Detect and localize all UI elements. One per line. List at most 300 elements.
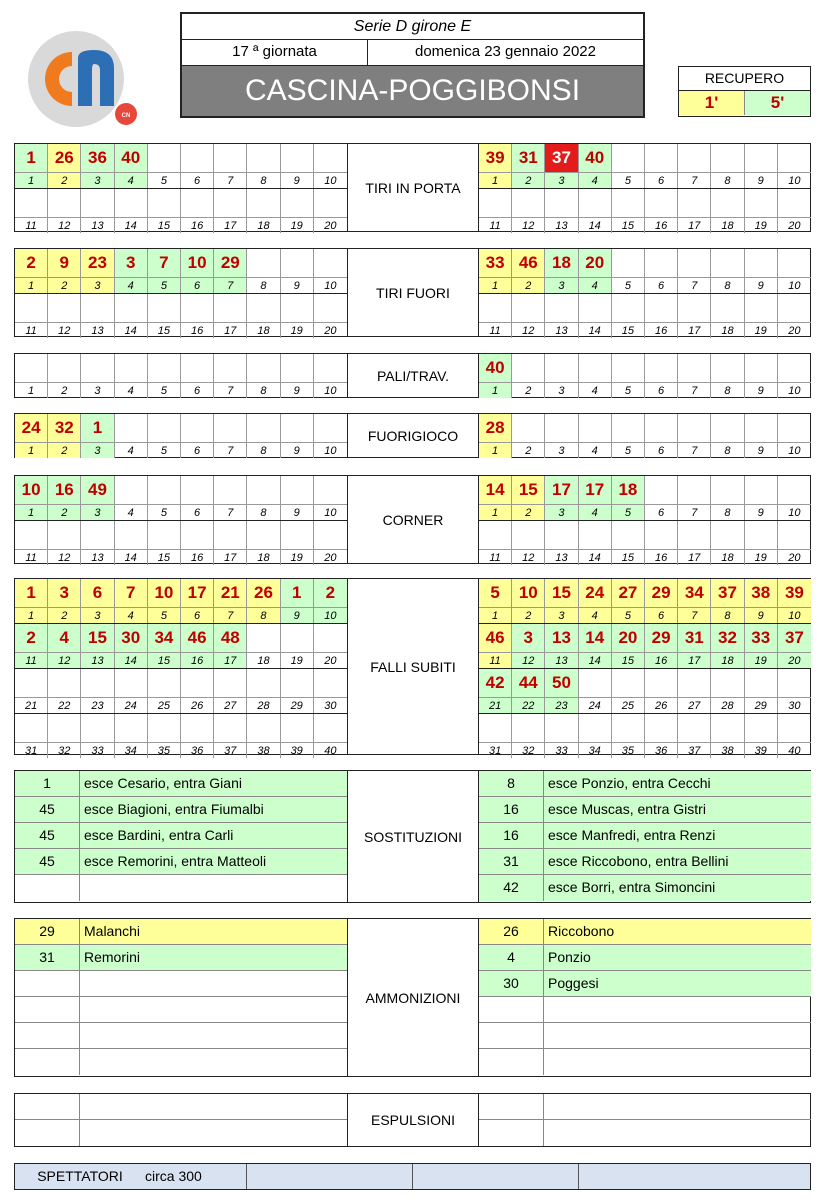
event-index: 7 (214, 442, 246, 458)
minute-cell (48, 249, 81, 293)
event-minute (247, 714, 279, 742)
event-index: 1 (479, 172, 511, 188)
event-minute: 18 (545, 249, 577, 277)
event-index: 9 (745, 277, 777, 293)
event-minute (214, 669, 246, 697)
event-minute (115, 521, 147, 549)
minute-cell (479, 714, 512, 758)
ammonizioni-away (479, 919, 811, 1075)
event-minute (247, 294, 279, 322)
minute-cell (678, 579, 711, 623)
event-minute: 20 (579, 249, 611, 277)
event-index: 2 (48, 442, 80, 458)
row-text: esce Ponzio, entra Cecchi (548, 775, 711, 791)
recupero-first-half: 1' (679, 91, 745, 115)
event-index: 1 (15, 172, 47, 188)
event-index: 17 (214, 549, 246, 565)
minute-cell (678, 354, 711, 398)
row-minute: 4 (479, 945, 544, 970)
table-row (479, 971, 811, 997)
ammonizioni-label: AMMONIZIONI (347, 919, 479, 1076)
minute-cell (15, 669, 48, 713)
minute-cell (148, 249, 181, 293)
event-index: 9 (281, 504, 313, 520)
section-label: TIRI FUORI (347, 249, 479, 336)
minute-cell (181, 414, 214, 458)
event-minute: 7 (148, 249, 180, 277)
event-index: 4 (579, 607, 611, 623)
event-minute: 39 (778, 579, 811, 607)
minute-cell (545, 624, 578, 668)
minute-cell (247, 294, 280, 338)
event-minute: 48 (214, 624, 246, 652)
event-index: 1 (479, 382, 511, 398)
event-index: 8 (711, 504, 743, 520)
event-index: 36 (181, 742, 213, 758)
table-row (479, 919, 811, 945)
recupero-label: RECUPERO (679, 67, 810, 91)
event-minute: 29 (645, 579, 677, 607)
event-index: 7 (214, 607, 246, 623)
event-minute (711, 714, 743, 742)
row-text: Riccobono (548, 923, 615, 939)
event-index: 6 (181, 277, 213, 293)
event-index: 6 (181, 442, 213, 458)
minute-cell (711, 189, 744, 233)
event-minute (745, 189, 777, 217)
event-minute: 2 (314, 579, 347, 607)
minute-cell (479, 521, 512, 565)
event-minute (678, 476, 710, 504)
event-index: 12 (512, 322, 544, 338)
stat-section (14, 413, 811, 458)
row-minute: 30 (479, 971, 544, 996)
event-index: 4 (579, 172, 611, 188)
event-minute (711, 189, 743, 217)
event-index: 7 (678, 382, 710, 398)
event-index: 3 (81, 382, 113, 398)
minute-cell (545, 414, 578, 458)
event-minute: 17 (181, 579, 213, 607)
minute-cell (612, 521, 645, 565)
event-minute: 27 (612, 579, 644, 607)
minute-cell (645, 521, 678, 565)
event-minute: 40 (479, 354, 511, 382)
minute-cell (281, 354, 314, 398)
table-row (479, 797, 811, 823)
event-minute (745, 249, 777, 277)
event-minute (81, 294, 113, 322)
event-index: 9 (281, 277, 313, 293)
event-minute (48, 714, 80, 742)
event-minute (148, 476, 180, 504)
event-index: 9 (281, 442, 313, 458)
event-minute (81, 714, 113, 742)
event-index: 37 (678, 742, 710, 758)
minute-cell (711, 354, 744, 398)
event-minute: 2 (15, 624, 47, 652)
minute-cell (214, 144, 247, 188)
event-minute (579, 294, 611, 322)
event-index: 17 (214, 217, 246, 233)
event-index: 2 (512, 277, 544, 293)
event-index: 10 (778, 504, 811, 520)
event-index: 5 (612, 442, 644, 458)
minute-cell (247, 189, 280, 233)
event-minute (48, 294, 80, 322)
row-text: Ponzio (548, 949, 591, 965)
minute-cell (214, 414, 247, 458)
event-index: 8 (247, 382, 279, 398)
minute-cell (479, 669, 512, 713)
minute-cell (214, 249, 247, 293)
event-index: 6 (181, 504, 213, 520)
minute-cell (15, 189, 48, 233)
event-index: 9 (745, 607, 777, 623)
event-minute: 34 (678, 579, 710, 607)
minute-cell (81, 476, 114, 520)
event-index: 14 (579, 549, 611, 565)
minute-cell (247, 476, 280, 520)
minute-cell (545, 354, 578, 398)
event-minute (678, 669, 710, 697)
event-index: 9 (745, 504, 777, 520)
event-minute (247, 189, 279, 217)
row-text: esce Remorini, entra Matteoli (84, 853, 267, 869)
event-minute: 46 (512, 249, 544, 277)
minute-cell (48, 354, 81, 398)
event-minute: 37 (545, 144, 577, 172)
minute-cell (512, 714, 545, 758)
minute-cell (48, 579, 81, 623)
event-minute (711, 354, 743, 382)
event-index: 20 (314, 549, 347, 565)
row-minute: 1 (15, 771, 80, 796)
minute-cell (678, 476, 711, 520)
event-minute (545, 354, 577, 382)
minute-cell (678, 414, 711, 458)
event-index: 19 (281, 322, 313, 338)
event-index: 9 (745, 172, 777, 188)
event-minute (745, 521, 777, 549)
event-minute (181, 144, 213, 172)
minute-cell (612, 414, 645, 458)
event-index: 11 (479, 217, 511, 233)
table-row (15, 875, 347, 901)
event-index: 12 (48, 549, 80, 565)
row-text: esce Bardini, entra Carli (84, 827, 234, 843)
table-row (15, 997, 347, 1023)
event-index: 3 (545, 442, 577, 458)
row-text (544, 1049, 811, 1075)
minute-cell (612, 669, 645, 713)
minute-cell (479, 579, 512, 623)
event-index: 20 (314, 322, 347, 338)
event-minute (214, 294, 246, 322)
minute-cell (314, 294, 347, 338)
event-minute (15, 669, 47, 697)
event-index: 5 (612, 277, 644, 293)
event-minute: 46 (479, 624, 511, 652)
row-minute (15, 971, 80, 996)
event-index: 9 (281, 172, 313, 188)
event-index: 15 (612, 322, 644, 338)
event-minute (579, 354, 611, 382)
minute-cell (81, 714, 114, 758)
event-minute (579, 189, 611, 217)
table-row (479, 945, 811, 971)
event-index: 29 (281, 697, 313, 713)
spettatori-cell (15, 1164, 247, 1189)
minute-cell (48, 669, 81, 713)
spettatori-label: SPETTATORI (37, 1168, 123, 1184)
minute-cell (281, 189, 314, 233)
event-minute (745, 354, 777, 382)
table-row (15, 797, 347, 823)
event-minute: 26 (247, 579, 279, 607)
row-text (80, 997, 347, 1022)
minute-cell (314, 189, 347, 233)
event-index: 17 (678, 549, 710, 565)
stat-section (14, 353, 811, 398)
event-minute (612, 521, 644, 549)
row-text (544, 1023, 811, 1048)
event-minute (612, 414, 644, 442)
minute-cell (48, 414, 81, 458)
event-index: 14 (115, 322, 147, 338)
row-minute (479, 1023, 544, 1048)
event-minute (281, 189, 313, 217)
minute-cell (115, 476, 148, 520)
event-minute (512, 294, 544, 322)
event-index: 21 (15, 697, 47, 713)
event-minute: 10 (512, 579, 544, 607)
minute-cell (612, 714, 645, 758)
minute-cell (579, 624, 612, 668)
event-minute: 17 (579, 476, 611, 504)
row-minute (479, 997, 544, 1022)
event-minute (281, 521, 313, 549)
event-minute (314, 669, 347, 697)
event-index: 2 (48, 607, 80, 623)
event-index: 6 (645, 504, 677, 520)
section-label: FUORIGIOCO (347, 414, 479, 457)
minute-cell (81, 521, 114, 565)
event-minute: 17 (545, 476, 577, 504)
event-minute: 37 (711, 579, 743, 607)
event-minute: 10 (181, 249, 213, 277)
event-index: 7 (678, 504, 710, 520)
minute-cell (48, 144, 81, 188)
event-minute (148, 669, 180, 697)
event-minute: 49 (81, 476, 113, 504)
event-index: 7 (214, 277, 246, 293)
event-minute: 21 (214, 579, 246, 607)
minute-cell (281, 521, 314, 565)
event-index: 18 (247, 217, 279, 233)
row-text: Remorini (84, 949, 141, 965)
event-minute: 1 (81, 414, 113, 442)
minute-cell (115, 624, 148, 668)
event-minute (711, 249, 743, 277)
event-index: 36 (645, 742, 677, 758)
event-minute: 18 (612, 476, 644, 504)
minute-cell (181, 144, 214, 188)
minute-cell (645, 579, 678, 623)
event-index: 19 (745, 322, 777, 338)
minute-cell (115, 354, 148, 398)
event-minute: 7 (115, 579, 147, 607)
event-index: 14 (579, 652, 611, 668)
event-index: 8 (711, 442, 743, 458)
event-index: 2 (48, 277, 80, 293)
event-index: 20 (778, 549, 811, 565)
minute-cell (81, 624, 114, 668)
event-index: 4 (115, 382, 147, 398)
event-index: 10 (314, 277, 347, 293)
espulsioni-label: ESPULSIONI (347, 1094, 479, 1146)
event-index: 8 (711, 277, 743, 293)
table-row (479, 771, 811, 797)
event-index: 5 (612, 504, 644, 520)
event-minute (81, 189, 113, 217)
minute-cell (512, 294, 545, 338)
section-label: PALI/TRAV. (347, 354, 479, 397)
event-index: 15 (612, 217, 644, 233)
event-minute (314, 714, 347, 742)
minute-cell (115, 669, 148, 713)
event-minute: 6 (81, 579, 113, 607)
event-minute (181, 714, 213, 742)
minute-cell (81, 579, 114, 623)
minute-cell (778, 354, 811, 398)
event-index: 7 (678, 277, 710, 293)
event-index: 15 (148, 549, 180, 565)
event-minute: 46 (181, 624, 213, 652)
event-minute: 26 (48, 144, 80, 172)
away-grid (479, 579, 811, 758)
event-index: 19 (281, 652, 313, 668)
event-minute (214, 714, 246, 742)
event-minute (678, 249, 710, 277)
minute-cell (778, 669, 811, 713)
event-index: 5 (148, 607, 180, 623)
minute-cell (281, 414, 314, 458)
event-minute (314, 189, 347, 217)
event-index: 37 (214, 742, 246, 758)
svg-text:CN: CN (121, 113, 131, 119)
stat-section (14, 143, 811, 232)
event-minute: 33 (745, 624, 777, 652)
minute-cell (778, 579, 811, 623)
event-index: 13 (545, 652, 577, 668)
event-index: 1 (15, 382, 47, 398)
event-minute (115, 354, 147, 382)
event-minute (15, 354, 47, 382)
event-minute: 32 (48, 414, 80, 442)
event-minute (181, 414, 213, 442)
event-minute (214, 144, 246, 172)
minute-cell (148, 354, 181, 398)
minute-cell (579, 294, 612, 338)
minute-cell (48, 521, 81, 565)
event-index: 8 (711, 607, 743, 623)
event-minute: 37 (778, 624, 811, 652)
event-index: 11 (479, 322, 511, 338)
minute-cell (15, 579, 48, 623)
event-index: 17 (678, 652, 710, 668)
event-index: 6 (645, 607, 677, 623)
minute-cell (745, 521, 778, 565)
event-minute: 3 (48, 579, 80, 607)
away-grid (479, 354, 811, 398)
event-index: 7 (214, 382, 246, 398)
event-index: 12 (512, 652, 544, 668)
minute-cell (181, 354, 214, 398)
event-index: 7 (678, 607, 710, 623)
table-row (479, 849, 811, 875)
event-minute: 1 (15, 579, 47, 607)
minute-cell (81, 354, 114, 398)
event-index: 17 (214, 322, 246, 338)
row-text: esce Muscas, entra Gistri (548, 801, 706, 817)
event-index: 29 (745, 697, 777, 713)
minute-cell (281, 294, 314, 338)
event-index: 10 (314, 442, 347, 458)
event-minute (247, 414, 279, 442)
event-index: 14 (579, 217, 611, 233)
event-index: 2 (512, 504, 544, 520)
event-index: 13 (81, 652, 113, 668)
event-index: 22 (48, 697, 80, 713)
event-minute (678, 144, 710, 172)
event-minute (281, 354, 313, 382)
event-minute (678, 414, 710, 442)
row-minute (15, 997, 80, 1022)
event-minute: 32 (711, 624, 743, 652)
event-index: 20 (778, 652, 811, 668)
away-grid (479, 476, 811, 565)
minute-cell (214, 669, 247, 713)
event-minute: 10 (15, 476, 47, 504)
minute-cell (48, 476, 81, 520)
event-minute (545, 414, 577, 442)
minute-cell (214, 714, 247, 758)
event-minute: 3 (115, 249, 147, 277)
event-index: 3 (545, 504, 577, 520)
event-index: 12 (512, 549, 544, 565)
event-minute (678, 521, 710, 549)
event-minute (247, 249, 279, 277)
event-index: 10 (314, 504, 347, 520)
event-index: 6 (645, 277, 677, 293)
minute-cell (214, 354, 247, 398)
minute-cell (612, 476, 645, 520)
event-minute (479, 189, 511, 217)
sostituzioni-away (479, 771, 811, 901)
home-grid (15, 249, 347, 338)
minute-cell (545, 144, 578, 188)
minute-cell (281, 624, 314, 668)
event-minute (48, 669, 80, 697)
row-minute: 45 (15, 849, 80, 874)
event-minute (612, 249, 644, 277)
event-index: 2 (512, 607, 544, 623)
event-minute (15, 521, 47, 549)
minute-cell (181, 294, 214, 338)
event-minute (778, 521, 811, 549)
minute-cell (711, 521, 744, 565)
